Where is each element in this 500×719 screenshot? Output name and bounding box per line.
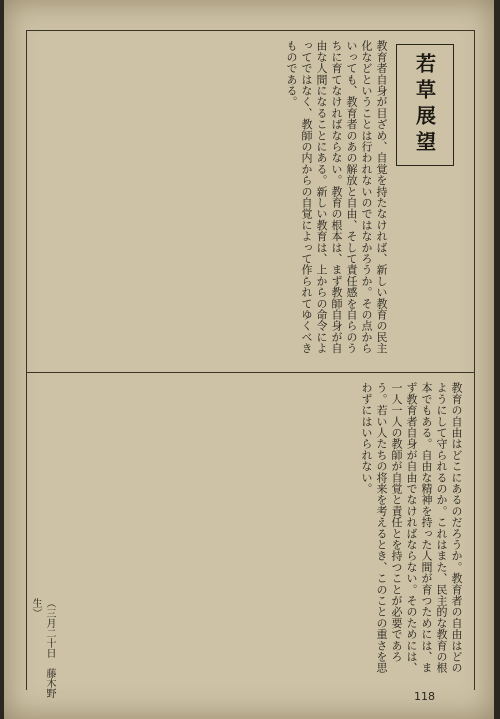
- left-border: [26, 30, 27, 690]
- author-signature: （三月二十日 藤木野生）: [30, 598, 55, 698]
- middle-rule: [26, 372, 474, 373]
- page-number: 118: [414, 690, 435, 703]
- title-box: [396, 44, 454, 166]
- right-border: [474, 30, 475, 690]
- top-rule: [26, 30, 474, 31]
- magazine-page: [4, 0, 494, 719]
- lower-body-text: 教育の自由はどこにあるのだろうか。教育者の自由はどのようにして守られるのか。これはまた、民主的な教育の根本でもある。自由な精神を持った人間が育つためには、まず教育者自身が自由でなければならない。そのためには、一人一人の教師が自覚と責任とを持つことが必要であろう。若い人たちの将来を考えるとき、このことの重さを思わずにはいられない。: [360, 382, 463, 674]
- upper-body-text: 教育者自身が目ざめ、自覚を持たなければ、新しい教育の民主化などということは行われないのではなかろうか。その点からいっても、教育者のあの解放と自由、そして責任感を自らのうちに育てなければならない。教育の根本は、まず教師自身が自由な人間になることにある。新しい教育は、上からの命令によってではなく、教師の内からの自覚によって作られてゆくべきものである。: [285, 40, 388, 354]
- page-title: 若草展望: [412, 53, 437, 157]
